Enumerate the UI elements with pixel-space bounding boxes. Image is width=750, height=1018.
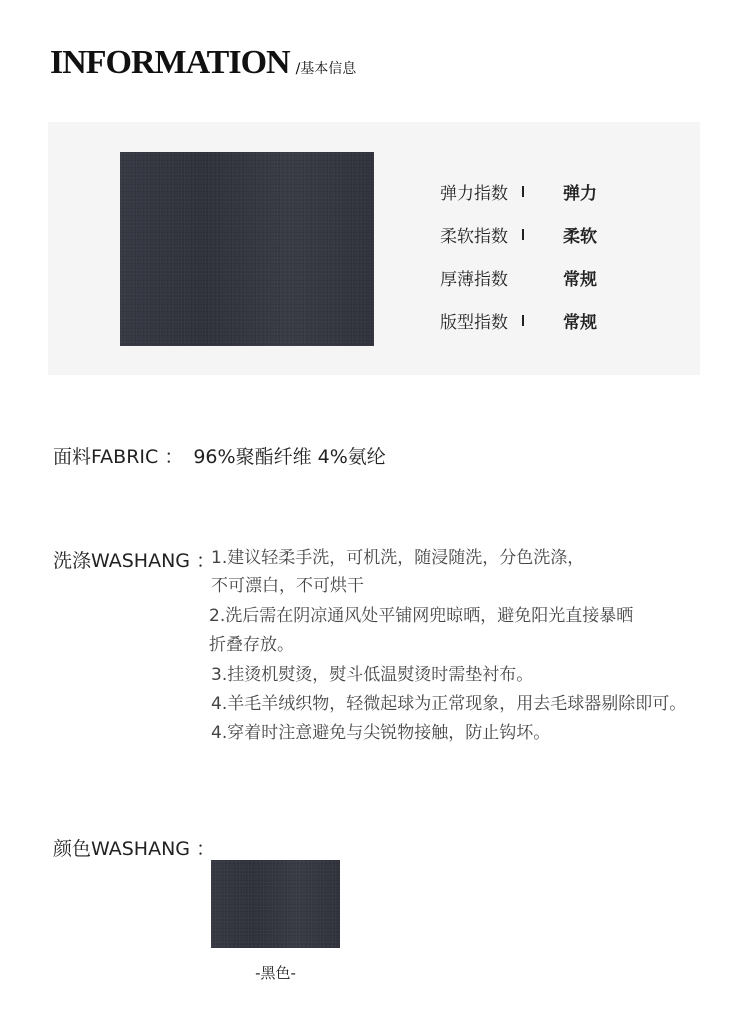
washing-line: 4.穿着时注意避免与尖锐物接触，防止钩坏。 <box>211 723 551 743</box>
color-label: 颜色WASHANG ： <box>53 838 216 860</box>
info-panel <box>48 122 700 375</box>
section-title <box>50 46 356 80</box>
fabric-composition <box>53 442 386 469</box>
attribute-row-thickness <box>440 256 597 299</box>
attribute-separator <box>522 229 524 240</box>
attribute-label: 版型指数 <box>440 313 508 333</box>
attribute-row-fit <box>440 299 597 342</box>
washing-line: 4.羊毛羊绒织物，轻微起球为正常现象，用去毛球器剔除即可。 <box>211 694 687 714</box>
color-name: -黑色- <box>255 964 296 982</box>
attribute-separator <box>522 186 524 197</box>
attribute-label: 厚薄指数 <box>440 270 508 290</box>
washing-line: 2.洗后需在阴凉通风处平铺网兜晾晒，避免阳光直接暴晒 <box>209 606 634 626</box>
fabric-label: 面料FABRIC ： <box>53 446 184 468</box>
attribute-value: 弹力 <box>563 184 597 204</box>
attribute-separator <box>522 272 524 283</box>
fabric-value: 96%聚酯纤维 4%氨纶 <box>193 446 386 468</box>
attribute-row-softness <box>440 213 597 256</box>
attribute-row-elasticity <box>440 170 597 213</box>
washing-label: 洗涤WASHANG ： <box>53 550 216 572</box>
attribute-value: 柔软 <box>563 227 597 247</box>
washing-line: 折叠存放。 <box>209 635 294 655</box>
attribute-list <box>440 170 597 342</box>
information-subheading: /基本信息 <box>295 61 357 77</box>
washing-line: 3.挂烫机熨烫，熨斗低温熨烫时需垫衬布。 <box>211 665 534 685</box>
washing-line: 不可漂白，不可烘干 <box>211 576 364 596</box>
attribute-value: 常规 <box>563 270 597 290</box>
washing-line: 1.建议轻柔手洗，可机洗，随浸随洗，分色洗涤， <box>211 548 585 568</box>
attribute-label: 柔软指数 <box>440 227 508 247</box>
information-heading: INFORMATION <box>50 44 290 81</box>
fabric-swatch-image <box>120 152 374 346</box>
attribute-value: 常规 <box>563 313 597 333</box>
color-swatch-black <box>211 860 340 948</box>
attribute-label: 弹力指数 <box>440 184 508 204</box>
attribute-separator <box>522 315 524 326</box>
